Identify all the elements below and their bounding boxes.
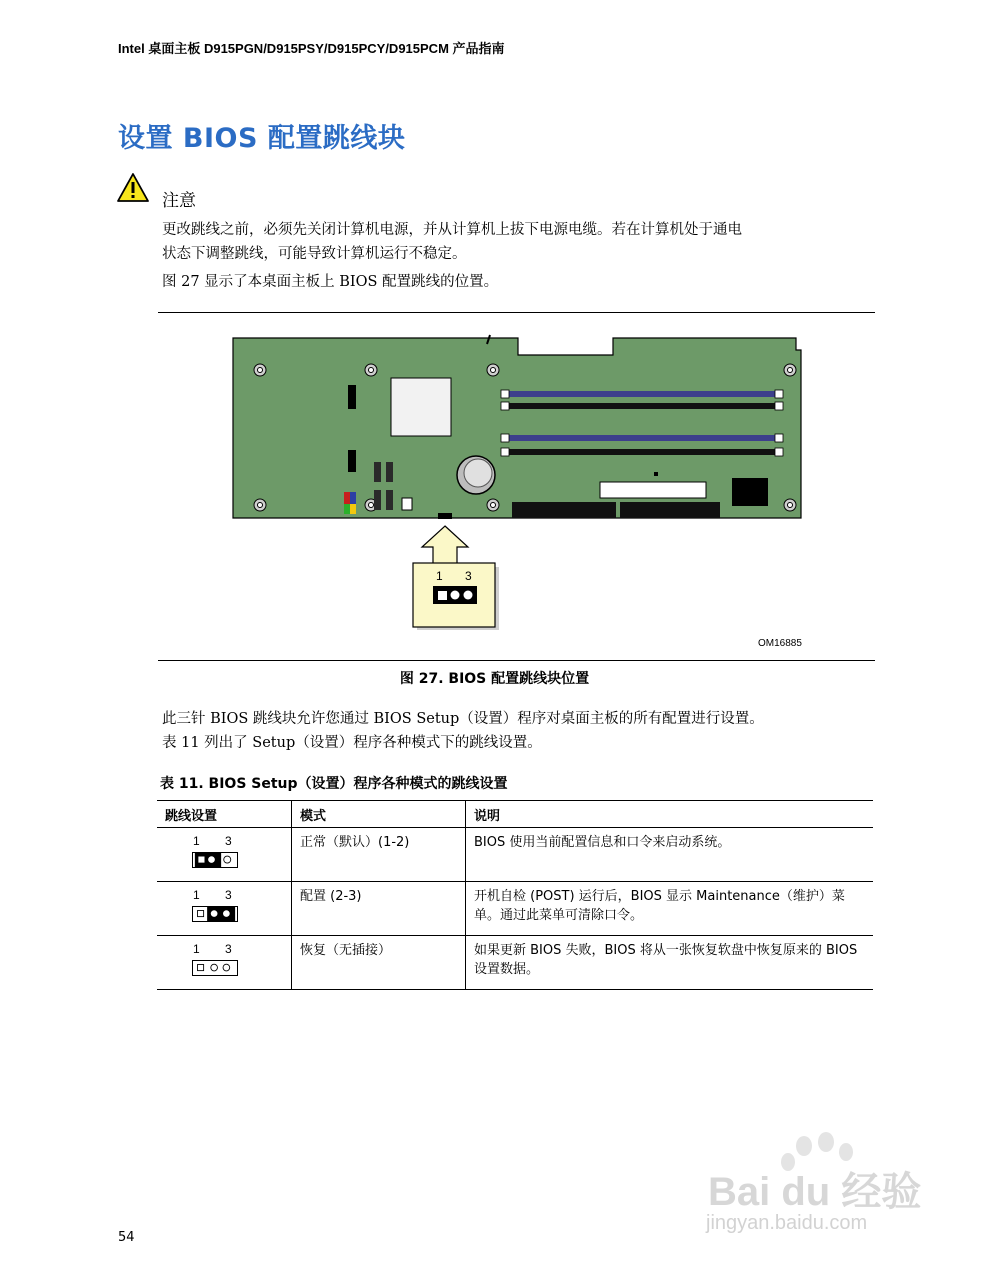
table-header-description: 说明 [466, 801, 874, 828]
callout-pin-1: 1 [436, 569, 443, 583]
description-cell: BIOS 使用当前配置信息和口令来启动系统。 [466, 828, 874, 882]
motherboard-diagram [228, 330, 808, 630]
description-cell: 如果更新 BIOS 失败，BIOS 将从一张恢复软盘中恢复原来的 BIOS 设置数据。 [466, 936, 874, 990]
mode-cell: 恢复（无插接） [292, 936, 466, 990]
table-header-mode: 模式 [292, 801, 466, 828]
pin-label-1: 1 [193, 888, 200, 902]
description-cell: 开机自检 (POST) 运行后，BIOS 显示 Maintenance（维护）菜单。通过此菜单可清除口令。 [466, 882, 874, 936]
note-label: 注意 [162, 191, 196, 211]
pin-label-3: 3 [225, 942, 232, 956]
table-row [157, 936, 873, 990]
watermark-line2: jingyan.baidu.com [706, 1212, 868, 1234]
body-line1: 此三针 BIOS 跳线块允许您通过 BIOS Setup（设置）程序对桌面主板的所有配置进行设置。 [162, 711, 764, 727]
jumper-cell [157, 936, 292, 990]
jumper-configure-icon [192, 906, 238, 922]
pin-label-3: 3 [225, 888, 232, 902]
table-title: 表 11. BIOS Setup（设置）程序各种模式的跳线设置 [160, 776, 508, 792]
warning-icon [116, 172, 150, 204]
table-row [157, 882, 873, 936]
note-text-line1: 更改跳线之前，必须先关闭计算机电源，并从计算机上拔下电源电缆。若在计算机处于通电 [162, 222, 742, 238]
mode-cell: 配置 (2-3) [292, 882, 466, 936]
pin-label-3: 3 [225, 834, 232, 848]
note-text-line2: 状态下调整跳线，可能导致计算机运行不稳定。 [162, 246, 467, 262]
figure-code: OM16885 [758, 638, 802, 649]
page-number: 54 [118, 1230, 135, 1245]
figure-bottom-rule [158, 660, 875, 661]
mode-cell: 正常（默认）(1-2) [292, 828, 466, 882]
table-row [157, 828, 873, 882]
figure-caption: 图 27. BIOS 配置跳线块位置 [399, 671, 590, 687]
watermark-line1: Bai du 经验 [708, 1170, 922, 1214]
jumper-cell [157, 882, 292, 936]
intro-text: 图 27 显示了本桌面主板上 BIOS 配置跳线的位置。 [162, 274, 499, 290]
jumper-recovery-icon [192, 960, 238, 976]
board-outline [233, 338, 801, 518]
table-header-jumper: 跳线设置 [157, 801, 292, 828]
document-header: Intel 桌面主板 D915PGN/D915PSY/D915PCY/D915PCM 产品指南 [118, 41, 505, 56]
jumper-normal-icon [192, 852, 238, 868]
pin-label-1: 1 [193, 942, 200, 956]
jumper-cell [157, 828, 292, 882]
jumper-settings-table [157, 800, 873, 990]
body-line2: 表 11 列出了 Setup（设置）程序各种模式下的跳线设置。 [162, 735, 542, 751]
figure-top-rule [158, 312, 875, 313]
callout-pin-3: 3 [465, 569, 472, 583]
pin-label-1: 1 [193, 834, 200, 848]
bios-jumper-location [438, 513, 452, 519]
cpu-socket [391, 378, 451, 436]
section-title: 设置 BIOS 配置跳线块 [118, 123, 406, 154]
callout-arrow [422, 526, 468, 565]
